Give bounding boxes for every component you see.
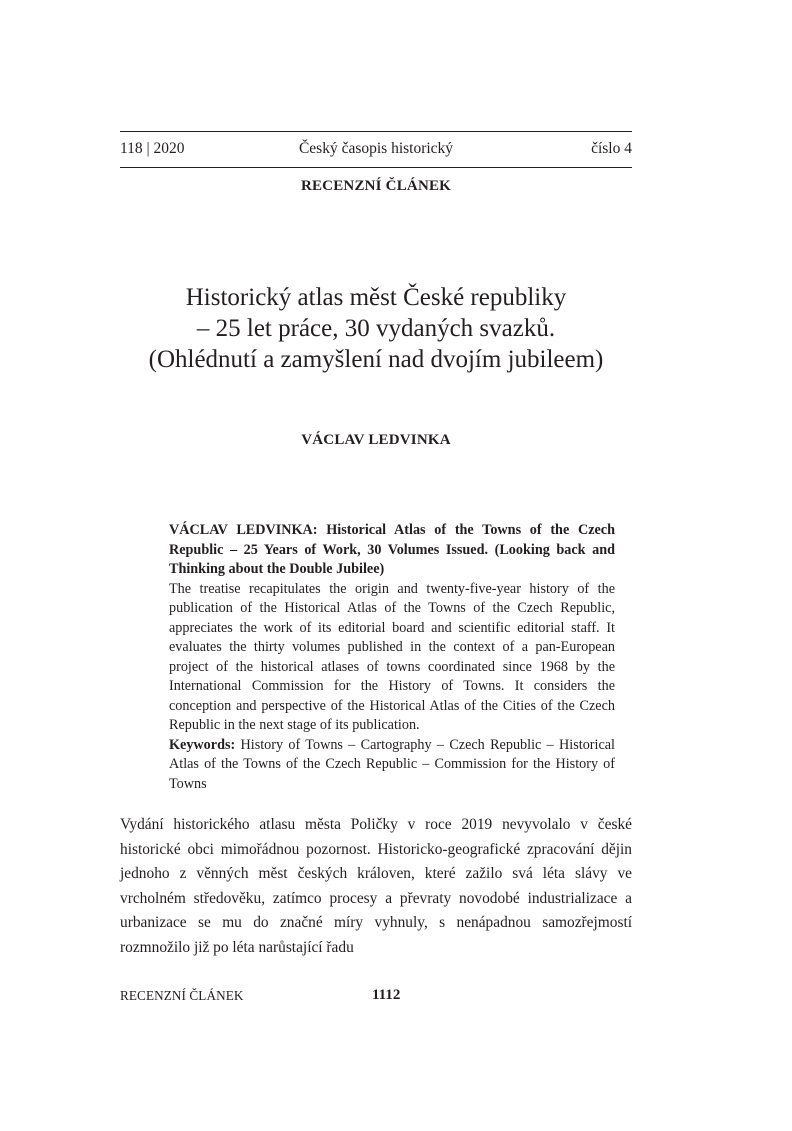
body-paragraph: Vydání historického atlasu města Poličky v roce 2019 nevyvolalo v české historické obci mimořádnou pozornost. Historicko-geografické zpracování dějin jednoho z věnných měst českých královen, které zažilo svá léta slávy ve vrcholném středověku, zatímco procesy a převraty novodobé industrializace a urbanizace se mu do značné míry vyhnuly, s nenápadnou samozřejmostí rozmnožilo již po léta narůstající řadu (120, 816, 632, 956)
section-label: RECENZNÍ ČLÁNEK (300, 178, 452, 194)
abstract-text: The treatise recapitulates the origin and twenty-five-year history of the publication of the Historical Atlas of the Towns of the Czech Republic, appreciates the work of its editorial board and scientific editorial staff. It evaluates the thirty volumes published in the context of a pan-European project of the historical atlases of towns coordinated since 1968 by the International Commission for the History of Towns. It considers the conception and perspective of the Historical Atlas of the Cities of the Czech Republic in the next stage of its publication. (169, 580, 615, 733)
article-title (100, 282, 652, 375)
header-top-rule (120, 131, 632, 132)
abstract-title: VÁCLAV LEDVINKA: Historical Atlas of the Towns of the Czech Republic – 25 Years of Work, 30 Volumes Issued. (Looking back and Thinking about the Double Jubilee) (169, 522, 615, 577)
author-name: VÁCLAV LEDVINKA (301, 432, 451, 448)
journal-name: Český časopis historický (298, 140, 454, 157)
page-number: 1112 (372, 987, 401, 1003)
header-bottom-rule (120, 167, 632, 168)
volume-year: 118 | 2020 (120, 140, 185, 157)
title-line: (Ohlédnutí a zamyšlení nad dvojím jubileem) (148, 346, 604, 373)
issue-number: číslo 4 (591, 140, 632, 157)
running-header (120, 140, 632, 162)
keywords (169, 736, 615, 795)
abstract (169, 521, 615, 794)
keywords-list: History of Towns – Cartography – Czech Republic – Historical Atlas of the Towns of the Czech Republic – Commission for the History of Towns (169, 736, 615, 792)
footer-section-label: RECENZNÍ ČLÁNEK (120, 988, 244, 1003)
title-line: – 25 let práce, 30 vydaných svazků. (196, 315, 556, 342)
keywords-label: Keywords: (169, 736, 236, 753)
title-line: Historický atlas měst České republiky (185, 284, 567, 311)
